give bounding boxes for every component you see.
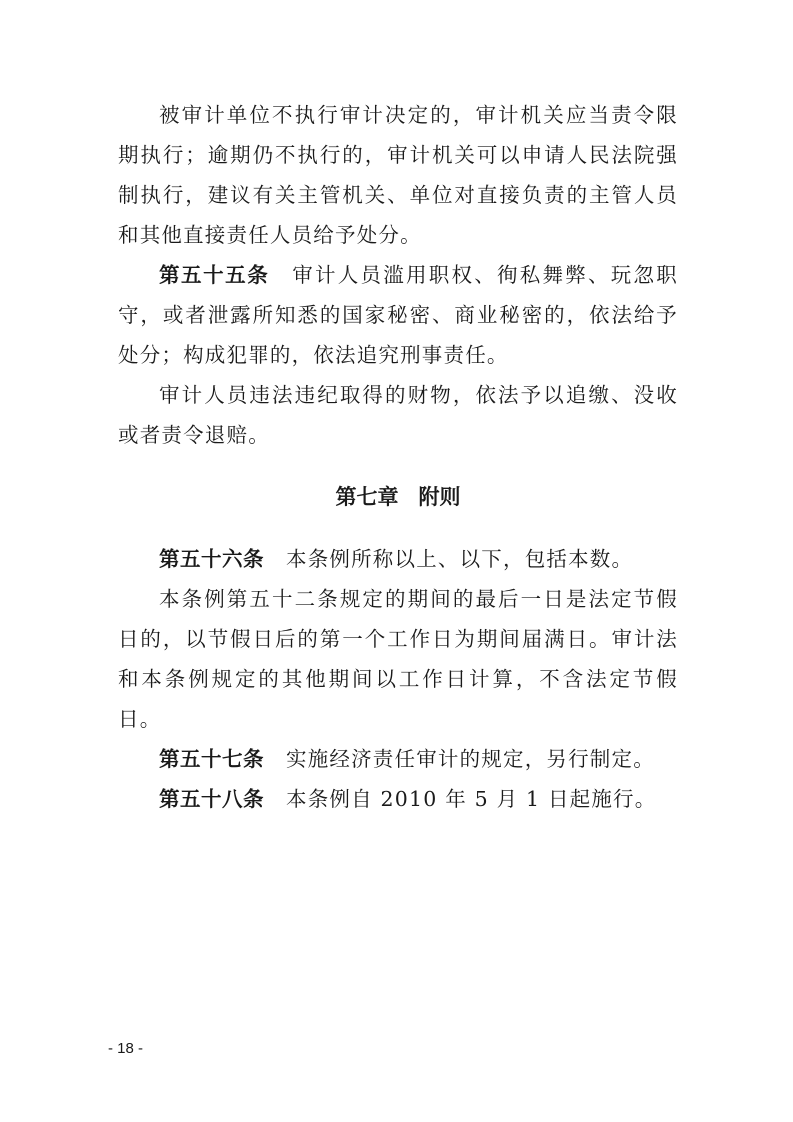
- article-58: [118, 779, 678, 819]
- article-text: 本条例所称以上、以下，包括本数。: [286, 547, 634, 571]
- article-55: [118, 255, 678, 375]
- paragraph-text: 本条例第五十二条规定的期间的最后一日是法定节假日的，以节假日后的第一个工作日为期间届满日。审计法和本条例规定的其他期间以工作日计算，不含法定节假日。: [118, 587, 678, 731]
- page-number: - 18 -: [108, 1040, 144, 1057]
- article-56: [118, 539, 678, 579]
- article-heading: 第五十七条: [159, 747, 264, 771]
- article-text: 本条例自 2010 年 5 月 1 日起施行。: [286, 787, 657, 811]
- article-text: 审计人员滥用职权、徇私舞弊、玩忽职守，或者泄露所知悉的国家秘密、商业秘密的，依法给予处分；构成犯罪的，依法追究刑事责任。: [118, 263, 678, 367]
- chapter-title: 附则: [418, 485, 461, 509]
- paragraph-text: 被审计单位不执行审计决定的，审计机关应当责令限期执行；逾期仍不执行的，审计机关可以申请人民法院强制执行，建议有关主管机关、单位对直接负责的主管人员和其他直接责任人员给予处分。: [118, 103, 678, 247]
- article-heading: 第五十八条: [159, 787, 264, 811]
- article-heading: 第五十五条: [159, 263, 270, 287]
- paragraph-enforcement: [118, 95, 678, 255]
- article-57: [118, 739, 678, 779]
- paragraph-property-recovery: [118, 375, 678, 455]
- body-text: [118, 95, 678, 819]
- paragraph-period-calculation: [118, 579, 678, 739]
- paragraph-text: 审计人员违法违纪取得的财物，依法予以追缴、没收或者责令退赔。: [118, 383, 678, 447]
- chapter-heading: [118, 477, 678, 517]
- article-text: 实施经济责任审计的规定，另行制定。: [286, 747, 655, 771]
- chapter-number: 第七章: [335, 485, 399, 509]
- article-heading: 第五十六条: [159, 547, 264, 571]
